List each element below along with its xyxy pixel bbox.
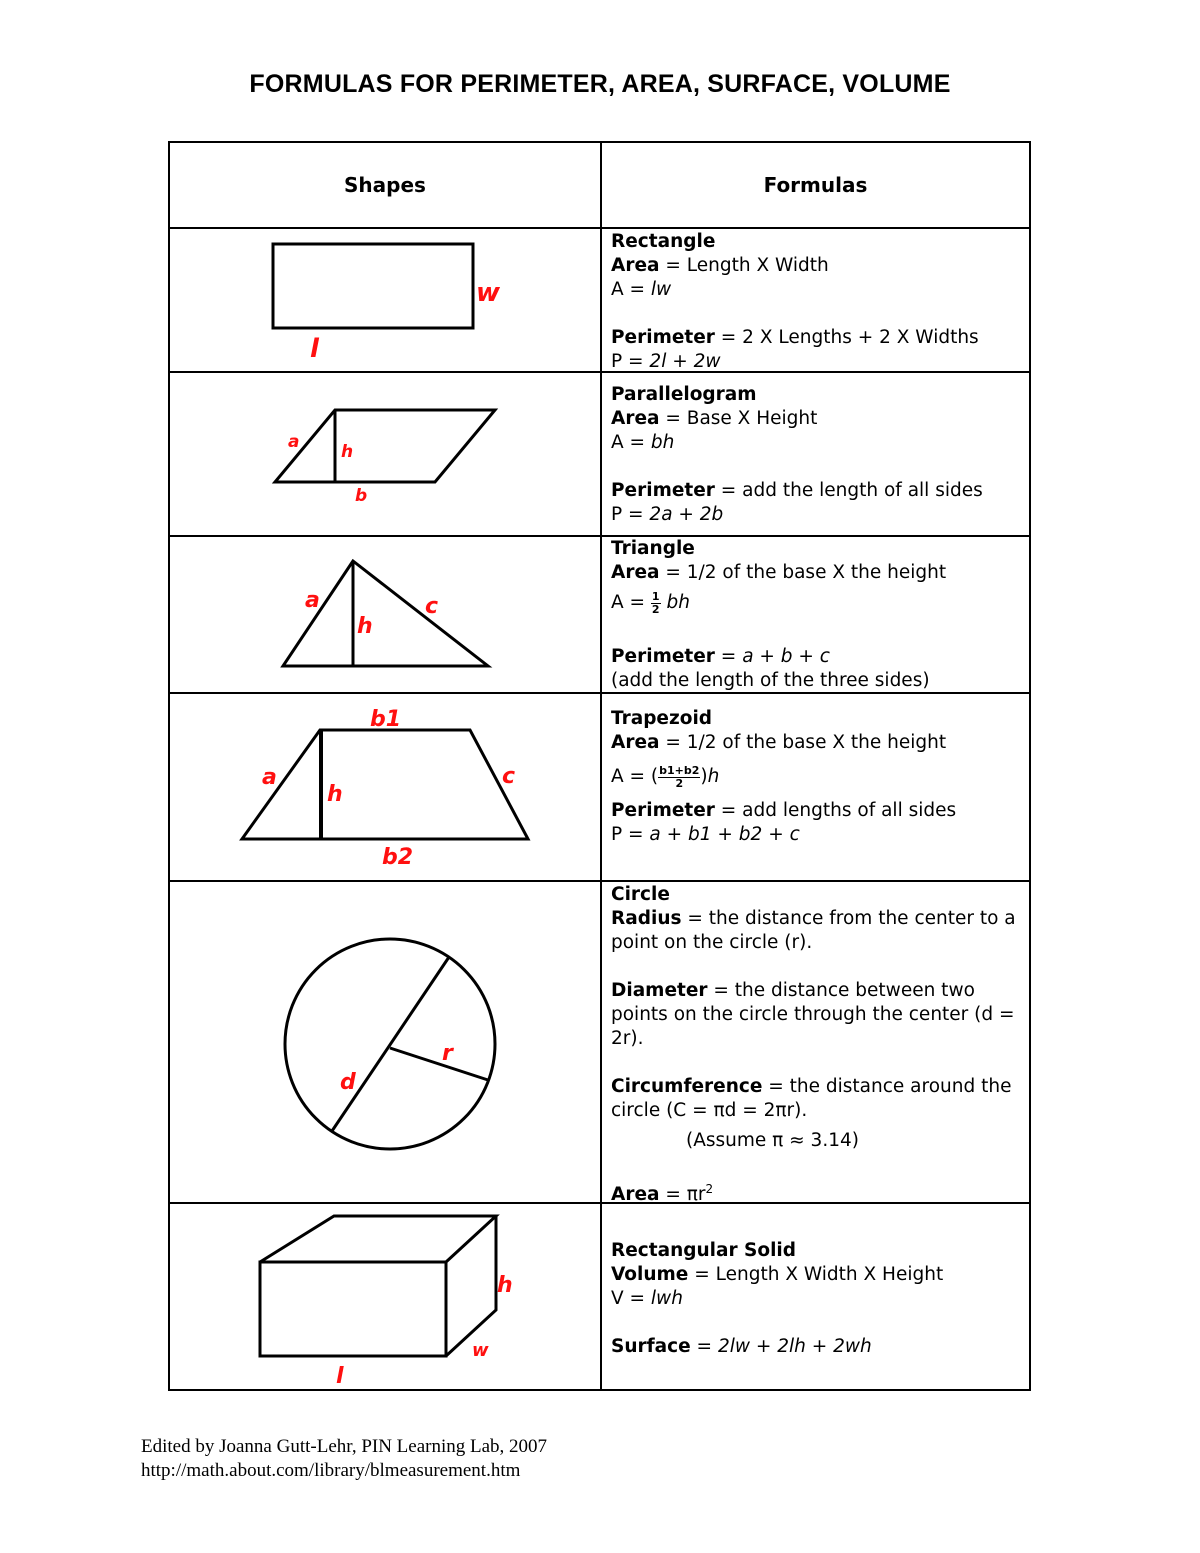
area-label: Area — [611, 255, 660, 276]
volume-eq: lwh — [650, 1288, 683, 1309]
radius-label: Radius — [611, 908, 682, 929]
solid-h-label: h — [497, 1273, 513, 1298]
triangle-shape — [283, 561, 488, 666]
perimeter-eq-prefix: P = — [611, 351, 650, 372]
perimeter-eq: 2a + 2b — [649, 504, 724, 525]
perimeter-text: = 2 X Lengths + 2 X Widths — [714, 327, 979, 348]
rectangle-formulas — [611, 230, 1021, 374]
triangle-formulas: Triangle Area = 1/2 of the base X the height A = $\frac{1}{2}$ bh Perimeter = a + b + c (add the length of the three sides) — [611, 537, 1021, 693]
perimeter-eq: a + b1 + b2 + c — [649, 824, 800, 845]
solid-l-label: l — [336, 1364, 344, 1389]
perimeter-label: Perimeter — [611, 480, 715, 501]
trapezoid-h-label: h — [327, 782, 343, 807]
circle-r-label: r — [442, 1041, 453, 1066]
parallelogram-name: Parallelogram — [611, 384, 757, 405]
trapezoid-formulas: Trapezoid Area = 1/2 of the base X the height A = ( $\frac{b1+b2}{2}$ )h Perimeter = add lengths of all sides P = a + b1 + b2 + c — [611, 707, 1021, 847]
area-label: Area — [611, 1184, 660, 1206]
rectangular-solid-figure — [170, 1204, 600, 1391]
parallelogram-b-label: b — [355, 486, 368, 506]
parallelogram-a-label: a — [288, 432, 300, 452]
perimeter-label: Perimeter — [611, 800, 715, 821]
footer-credit: Edited by Joanna Gutt-Lehr, PIN Learning Lab, 2007 — [141, 1436, 548, 1457]
rectangle-l-label: l — [310, 334, 319, 364]
area-eq: bh — [650, 432, 675, 453]
circumference-text: = the distance around the circle (C = πd = 2πr). — [611, 1076, 1012, 1121]
circumference-label: Circumference — [611, 1076, 763, 1097]
solid-w-label: w — [472, 1340, 489, 1361]
trapezoid-shape — [242, 730, 528, 839]
trapezoid-b2-label: b2 — [382, 845, 414, 870]
trapezoid-c-label: c — [502, 764, 516, 789]
triangle-figure — [170, 537, 600, 692]
triangle-c-label: c — [425, 594, 439, 619]
rectangle-name: Rectangle — [611, 231, 716, 252]
pi-assumption: (Assume π ≈ 3.14) — [686, 1130, 859, 1151]
page-title: FORMULAS FOR PERIMETER, AREA, SURFACE, VOLUME — [249, 70, 951, 98]
rectangle-w-label: w — [476, 278, 501, 308]
area-text: = Base X Height — [659, 408, 818, 429]
area-eq: h — [707, 766, 720, 787]
parallelogram-figure — [170, 373, 600, 535]
footer-url[interactable]: http://math.about.com/library/blmeasurement.htm — [141, 1460, 521, 1481]
circle-d-label: d — [340, 1070, 356, 1095]
area-eq-prefix: A = ( — [611, 766, 659, 787]
diameter-label: Diameter — [611, 980, 708, 1001]
area-eq: bh — [666, 592, 690, 613]
rectangle-shape — [273, 244, 473, 328]
circle-name: Circle — [611, 884, 670, 905]
solid-front-face — [260, 1262, 446, 1356]
perimeter-label: Perimeter — [611, 646, 715, 667]
volume-text: = Length X Width X Height — [688, 1264, 944, 1285]
triangle-a-label: a — [305, 588, 320, 613]
trapezoid-b1-label: b1 — [370, 707, 402, 732]
area-eq-prefix: A = — [611, 432, 651, 453]
surface-label: Surface — [611, 1336, 691, 1357]
area-label: Area — [611, 562, 660, 583]
circle-figure — [170, 882, 600, 1202]
area-eq: lw — [650, 279, 672, 300]
perimeter-eq-prefix: P = — [611, 504, 650, 525]
area-text: = 1/2 of the base X the height — [659, 562, 947, 583]
circle-diameter-line — [332, 957, 449, 1131]
header-formulas: Formulas — [763, 173, 868, 197]
perimeter-eq-prefix: P = — [611, 824, 650, 845]
area-label: Area — [611, 408, 660, 429]
solid-top-face — [260, 1216, 496, 1262]
perimeter-text: = add the length of all sides — [714, 480, 983, 501]
footer — [141, 1435, 547, 1483]
area-text: = Length X Width — [659, 255, 829, 276]
surface-eq: 2lw + 2lh + 2wh — [717, 1336, 872, 1357]
area-text: = 1/2 of the base X the height — [659, 732, 947, 753]
perimeter-note: (add the length of the three sides) — [611, 670, 930, 691]
trapezoid-name: Trapezoid — [611, 708, 713, 729]
area-text: = πr — [659, 1184, 706, 1206]
perimeter-text: = add lengths of all sides — [714, 800, 957, 821]
perimeter-eq: 2l + 2w — [649, 351, 721, 372]
rectangular-solid-formulas: Rectangular Solid Volume = Length X Width X Height V = lwh Surface = 2lw + 2lh + 2wh — [611, 1239, 1021, 1359]
area-eq-prefix: A = — [611, 592, 651, 613]
one-half-fraction: $\frac{1}{2}$ — [651, 589, 660, 616]
area-label: Area — [611, 732, 660, 753]
solid-name: Rectangular Solid — [611, 1240, 797, 1261]
formula-table — [168, 141, 1031, 1391]
parallelogram-formulas — [611, 383, 1021, 527]
perimeter-label: Perimeter — [611, 327, 715, 348]
base-sum-fraction: $\frac{b1+b2}{2}$ — [659, 763, 700, 790]
volume-eq-prefix: V = — [611, 1288, 651, 1309]
trapezoid-figure — [170, 694, 600, 880]
circle-radius-line — [390, 1048, 488, 1080]
circle-formulas: Circle Radius = the distance from the center to a point on the circle (r). Diameter = the distance between two points on the circle through the center (d = 2r). Circumference = the distance around the circle (C = πd = 2πr). (Assume π ≈ 3.14) Area = $\pi r^2$ — [611, 883, 1021, 1207]
triangle-h-label: h — [357, 614, 373, 639]
header-shapes: Shapes — [344, 173, 426, 197]
perimeter-eq: a + b + c — [742, 646, 830, 667]
triangle-name: Triangle — [611, 538, 695, 559]
rectangle-figure — [170, 229, 600, 371]
trapezoid-a-label: a — [262, 765, 277, 790]
diameter-text: = the distance between two points on the circle through the center (d = 2r). — [611, 980, 1015, 1049]
parallelogram-shape — [275, 410, 495, 482]
parallelogram-h-label: h — [341, 442, 354, 462]
radius-text: = the distance from the center to a point on the circle (r). — [611, 908, 1016, 953]
area-eq-prefix: A = — [611, 279, 651, 300]
volume-label: Volume — [611, 1264, 689, 1285]
